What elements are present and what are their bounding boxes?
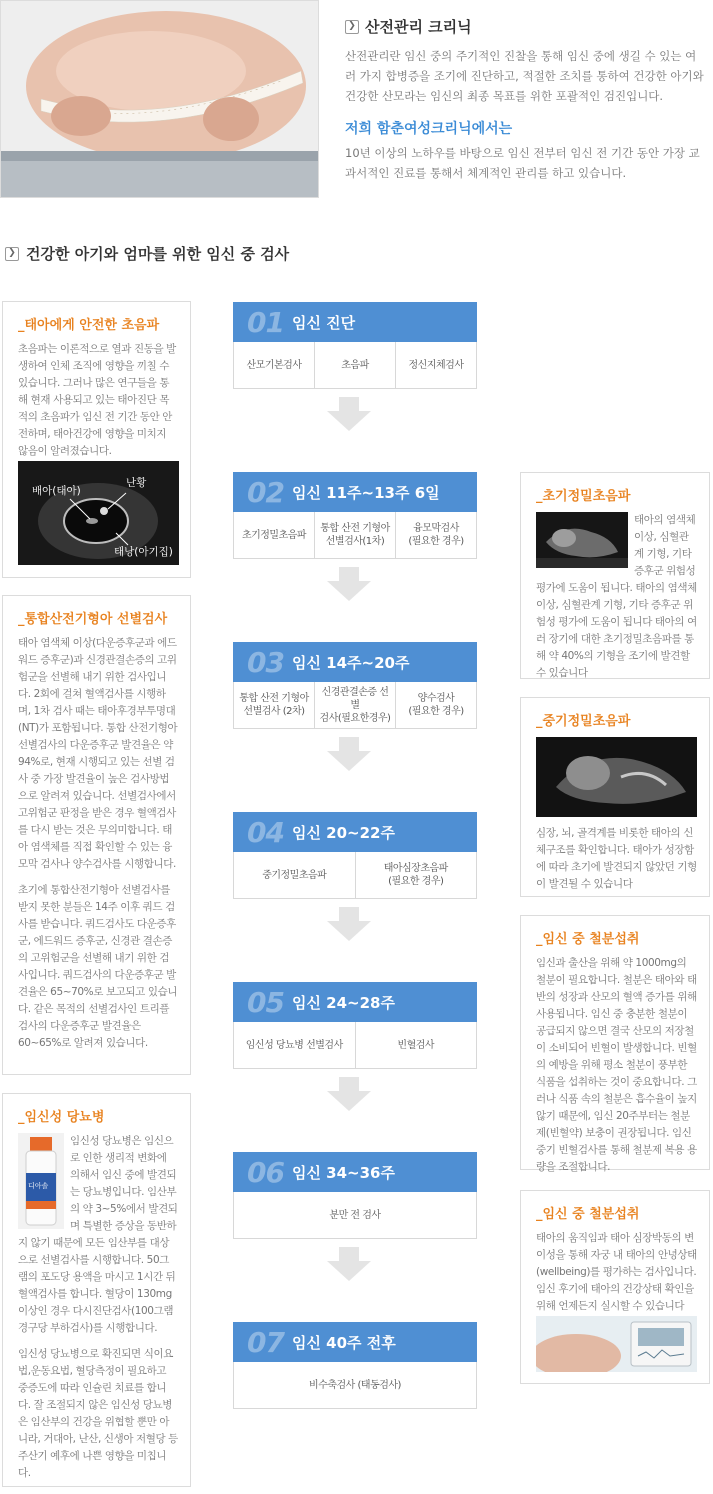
timeline-step-tests	[233, 342, 477, 389]
timeline-step-header	[233, 302, 477, 342]
timeline-test-item: 태아심장초음파 (필요한 경우)	[383, 863, 448, 887]
chevron-right-icon: ❯	[5, 247, 19, 261]
diabetes-info-box	[2, 1093, 191, 1487]
fetal-monitor-image	[536, 1316, 697, 1372]
timeline-test-item: 초기정밀초음파	[234, 512, 315, 558]
timeline-step-tests	[233, 1192, 477, 1239]
iron-intake-title: _임신 중 철분섭취	[536, 932, 640, 947]
nst-info-box	[520, 1190, 710, 1384]
screening-info-text-2: 초기에 통합산전기형아 선별검사를 받지 못한 분들은 14주 이후 쿼드 검사를 받습니다. 쿼드검사도 다운증후군, 에드워드 증후군, 신경관 결손증의 고위험군을 선별해 내기 위한 검사입니다. 쿼드검사의 다운증후군 발견율은 65~70%로 보고되고 있습니다. 같은 목적의 선별검사인 트리플 검사의 다운증후군 발견율은 60~65%로 알려져 있습니다.	[18, 884, 178, 1049]
timeline-test-item: 통합 산전 기형아 선별검사 (2차)	[234, 682, 315, 728]
screening-info-text-1: 태아 염색체 이상(다운증후군과 에드워드 증후군)과 신경관결손증의 고위험군을 선별해 내기 위한 검사입니다. 2회에 걸쳐 혈액검사를 시행하며, 1차 검사 때는 태아후경부투명대(NT)가 포함됩니다. 통합 산전기형아 선별검사의 다운증후군 발견율은 약 94%로, 현재 시행되고 있는 선별 검사 중 가장 발견율이 높은 검사방법으로 알려져 있습니다. 선별검사에서 고위험군 판정을 받은 경우 혈액검사를 다시 받는 것은 무의미합니다. 태아 염색체를 직접 확인할 수 있는 융모막 검사나 양수검사를 시행합니다.	[18, 637, 178, 870]
timeline-step-title: 임신 11주~13주 6일	[291, 483, 440, 502]
timeline-step	[233, 302, 477, 389]
glucose-bottle-label: 디아솔	[28, 1182, 49, 1190]
timeline-step	[233, 472, 477, 559]
intro-subtitle: 저희 함춘여성크리닉에서는	[345, 121, 513, 137]
timeline-test-item: 양수검사 (필요한 경우)	[408, 693, 464, 717]
down-arrow-icon	[325, 907, 373, 943]
timeline-step-header	[233, 982, 477, 1022]
mid-ultrasound-title: _중기정밀초음파	[536, 714, 631, 729]
timeline-step-header	[233, 472, 477, 512]
timeline-step-tests	[233, 512, 477, 559]
early-ultrasound-image	[536, 512, 628, 568]
early-ultrasound-box	[520, 472, 710, 679]
timeline-step-number: 07	[247, 1325, 284, 1359]
timeline-step-header	[233, 812, 477, 852]
timeline-test-item: 임신성 당뇨병 선별검사	[234, 1022, 356, 1068]
nst-info-text: 태아의 움직임과 태아 심장박동의 변이성을 통해 자궁 내 태아의 안녕상태(wellbeing)를 평가하는 검사입니다. 임신 후기에 태아의 건강상태 확인을 위해 언제든지 실시할 수 있습니다	[536, 1232, 697, 1312]
belly-measure-photo	[0, 0, 319, 198]
ultrasound-image	[18, 461, 179, 565]
screening-info-title: _통합산전기형아 선별검사	[18, 612, 168, 627]
ultrasound-info-title: _태아에게 안전한 초음파	[18, 318, 160, 333]
section-title-text: 건강한 아기와 엄마를 위한 임신 중 검사	[26, 245, 290, 263]
timeline-test-item: 빈혈검사	[397, 1039, 435, 1051]
timeline-step-tests	[233, 852, 477, 899]
timeline-test-item: 정신지체검사	[408, 359, 464, 371]
down-arrow-icon	[325, 397, 373, 433]
timeline-step-number: 01	[247, 305, 284, 339]
timeline-step-header	[233, 642, 477, 682]
timeline-step	[233, 1322, 477, 1409]
timeline-step-tests	[233, 682, 477, 729]
timeline-step-title: 임신 진단	[291, 313, 356, 332]
timeline-step-number: 06	[247, 1155, 284, 1189]
timeline-step	[233, 812, 477, 899]
timeline-step-header	[233, 1322, 477, 1362]
timeline-step-number: 03	[247, 645, 284, 679]
mid-ultrasound-image	[536, 737, 697, 817]
intro-description-2: 10년 이상의 노하우를 바탕으로 임신 전부터 임신 전 기간 동안 가장 교과서적인 진료를 통해서 체계적인 관리를 하고 있습니다.	[345, 146, 700, 180]
timeline-step-title: 임신 34~36주	[291, 1163, 395, 1182]
timeline-step-title: 임신 20~22주	[291, 823, 395, 842]
down-arrow-icon	[325, 567, 373, 603]
label-embryo: 배아(태아)	[32, 485, 81, 497]
timeline-step-title: 임신 14주~20주	[291, 653, 410, 672]
timeline-step-number: 02	[247, 475, 284, 509]
iron-intake-box	[520, 915, 710, 1173]
timeline-step	[233, 982, 477, 1069]
glucose-bottle-image	[18, 1133, 64, 1229]
mid-ultrasound-box	[520, 697, 710, 897]
label-gestational-sac: 태낭(아기집)	[114, 546, 173, 558]
timeline-step	[233, 642, 477, 729]
intro-title-text: 산전관리 크리닉	[365, 18, 472, 36]
timeline-test-item: 초음파	[315, 342, 396, 388]
chevron-right-icon: ❯	[345, 20, 359, 34]
timeline-step-tests	[233, 1362, 477, 1409]
timeline-test-item: 신경관결손증 선별 검사(필요한경우)	[315, 682, 396, 728]
mid-ultrasound-text: 심장, 뇌, 골격계를 비롯한 태아의 신체구조를 확인합니다. 태아가 성장함에 따라 초기에 발견되지 않았던 기형이 발견될 수 있습니다	[536, 827, 697, 890]
timeline-test-item: 중기정밀초음파	[234, 852, 356, 898]
iron-intake-text: 임신과 출산을 위해 약 1000mg의 철분이 필요합니다. 철분은 태아와 태반의 성장과 산모의 혈액 증가를 위해 사용됩니다. 임신 중 충분한 철분이 공급되지 않으면 결국 산모의 저장철이 소비되어 빈혈이 발생합니다. 빈혈의 예방을 위해 평소 철분이 풍부한 식품을 섭취하는 것이 중요합니다. 그러나 식품 속의 철분은 흡수율이 높지 않기 때문에, 임신 20주부터는 철분제(빈혈약) 보충이 권장됩니다. 임신 중기 빈혈검사를 통해 철분제 복용 용량을 조절합니다.	[536, 957, 697, 1173]
screening-info-box	[2, 595, 191, 1075]
timeline-step-number: 05	[247, 985, 284, 1019]
ultrasound-info-box	[2, 301, 191, 578]
timeline-step-number: 04	[247, 815, 284, 849]
timeline-step-header	[233, 1152, 477, 1192]
nst-info-title: _임신 중 철분섭취	[536, 1207, 640, 1222]
early-ultrasound-title: _초기정밀초음파	[536, 489, 631, 504]
timeline-test-item: 비수축검사 (태동검사)	[309, 1379, 401, 1391]
timeline-step	[233, 1152, 477, 1239]
intro-description: 산전관리란 임신 중의 주기적인 진찰을 통해 임신 중에 생길 수 있는 여러 가지 합병증을 조기에 진단하고, 적절한 조치를 통하여 건강한 아기와 건강한 산모라는 임신의 최종 목표를 위한 포괄적인 검진입니다.	[345, 49, 704, 103]
diabetes-info-title: _임신성 당뇨병	[18, 1110, 105, 1125]
early-ultrasound-text: 태아의 염색체 이상, 심혈관계 기형, 기타 증후군 위험성 평가에 도움이 됩니다. 태아의 염색체 이상, 심혈관계 기형, 기타 증후군 위험성 평가에 도움이 됩니다 태아의 여러 장기에 대한 초기정밀초음파를 통해 약 40%의 기형을 조기에 발견할 수 있습니다	[536, 514, 697, 679]
section-title	[5, 243, 289, 264]
label-yolk-sac: 난황	[126, 477, 147, 489]
timeline-test-item: 분만 전 검사	[329, 1209, 381, 1221]
timeline-step-title: 임신 40주 전후	[291, 1333, 396, 1352]
down-arrow-icon	[325, 1247, 373, 1283]
timeline-test-item: 통합 산전 기형아 선별검사(1차)	[315, 512, 396, 558]
timeline-test-item: 융모막검사 (필요한 경우)	[408, 523, 464, 547]
diabetes-info-text-2: 임신성 당뇨병으로 확진되면 식이요법,운동요법, 혈당측정이 필요하고 중증도에 따라 인슐린 치료를 합니다. 잘 조절되지 않은 임신성 당뇨병은 임산부의 건강을 위협할 뿐만 아니라, 거대아, 난산, 신생아 저혈당 등 주산기 예후에 나쁜 영향을 미칩니다.	[18, 1348, 178, 1479]
down-arrow-icon	[325, 1077, 373, 1113]
intro-title	[345, 16, 472, 37]
timeline-step-title: 임신 24~28주	[291, 993, 395, 1012]
timeline-test-item: 산모기본검사	[234, 342, 315, 388]
diabetes-info-text-1: 임신성 당뇨병은 임신으로 인한 생리적 변화에 의해서 임신 중에 발견되는 당뇨병입니다. 임산부의 약 3~5%에서 발견되며 특별한 증상을 동반하지 않기 때문에 모든 임산부를 대상으로 선별검사를 시행합니다. 50그램의 포도당 용액을 마시고 1시간 뒤 혈액검사를 합니다. 혈당이 130mg 이상인 경우 다시진단검사(100그램경구당 부하검사)를 시행합니다.	[18, 1135, 178, 1334]
ultrasound-info-text: 초음파는 이론적으로 열과 진동을 발생하여 인체 조직에 영향을 끼칠 수 있습니다. 그러나 많은 연구들을 통해 현재 사용되고 있는 태아진단 목적의 초음파가 임신 전 기간 동안 안전하며, 태아건강에 영향을 미치지 않음이 알려졌습니다.	[18, 343, 176, 457]
down-arrow-icon	[325, 737, 373, 773]
timeline-step-tests	[233, 1022, 477, 1069]
